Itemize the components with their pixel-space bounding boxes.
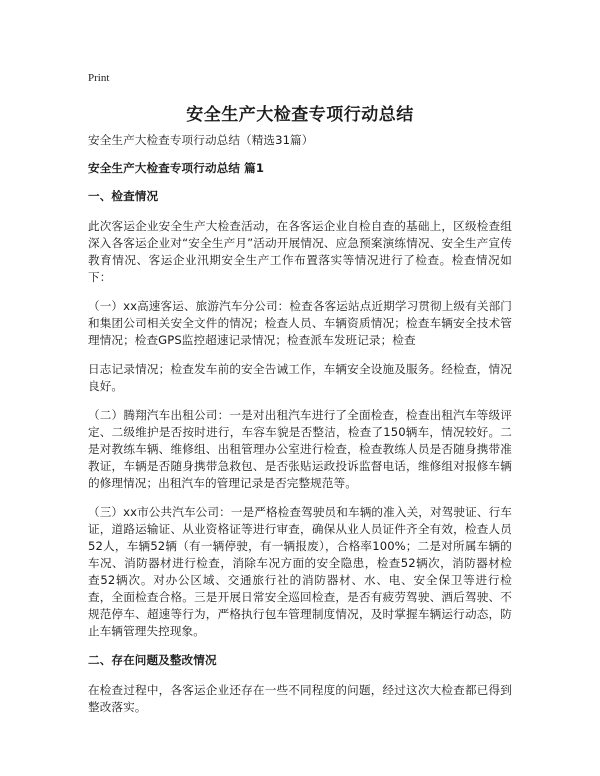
paragraph-company-3: （三）xx市公共汽车公司：一是严格检查驾驶员和车辆的准入关，对驾驶证、行车证，道路运输证、从业资格证等进行审查，确保从业人员证件齐全有效，检查人员52人，车辆52辆（有一辆停驶，有一辆报废），合格率100%；二是对所属车辆的车况、消防器材进行检查，消除车况方面的安全隐患，检查52辆次，消防器材检查52辆次。对办公区域、交通旅行社的消防器材、水、电、安全保卫等进行检查，全面检查合格。三是开展日常安全巡回检查，是否有疲劳驾驶、酒后驾驶、不规范停车、超速等行为，严格执行包车管理制度情况，及时掌握车辆运行动态，防止车辆管理失控现象。 (88, 505, 512, 638)
document-body (88, 132, 512, 728)
document-subtitle: 安全生产大检查专项行动总结（精选31篇） (88, 133, 314, 147)
heading-inspection: 一、检查情况 (88, 189, 159, 203)
section-title: 安全生产大检查专项行动总结 篇1 (88, 161, 265, 175)
print-label: Print (88, 72, 110, 84)
paragraph-intro: 此次客运企业安全生产大检查活动，在各客运企业自检自查的基础上，区级检查组深入各客运企业对“安全生产月”活动开展情况、应急预案演练情况、安全生产宣传教育情况、客运企业汛期安全生产工作布置落实等情况进行了检查。检查情况如下： (88, 219, 512, 284)
paragraph-problems: 在检查过程中，各客运企业还存在一些不同程度的问题，经过这次大检查都已得到整改落实。 (88, 683, 512, 714)
document-title: 安全生产大检查专项行动总结 (186, 105, 414, 125)
paragraph-company-1: （一）xx高速客运、旅游汽车分公司：检查各客运站点近期学习贯彻上级有关部门和集团公司相关安全文件的情况；检查人员、车辆资质情况；检查车辆安全技术管理情况；检查GPS监控超速记录情况；检查派车发班记录；检查 (88, 299, 512, 347)
heading-problems: 二、存在问题及整改情况 (88, 653, 217, 667)
paragraph-company-1-cont: 日志记录情况；检查发车前的安全告诫工作，车辆安全设施及服务。经检查，情况良好。 (88, 362, 512, 393)
paragraph-company-2: （二）腾翔汽车出租公司：一是对出租汽车进行了全面检查，检查出租汽车等级评定、二级维护是否按时进行，车容车貌是否整洁，检查了150辆车，情况较好。二是对教练车辆、维修组、出租管理办公室进行检查，检查教练人员是否随身携带准教证，车辆是否随身携带急救包、是否张贴运政投诉监督电话，维修组对报修车辆的修理情况；出租汽车的管理记录是否完整规范等。 (88, 408, 512, 490)
